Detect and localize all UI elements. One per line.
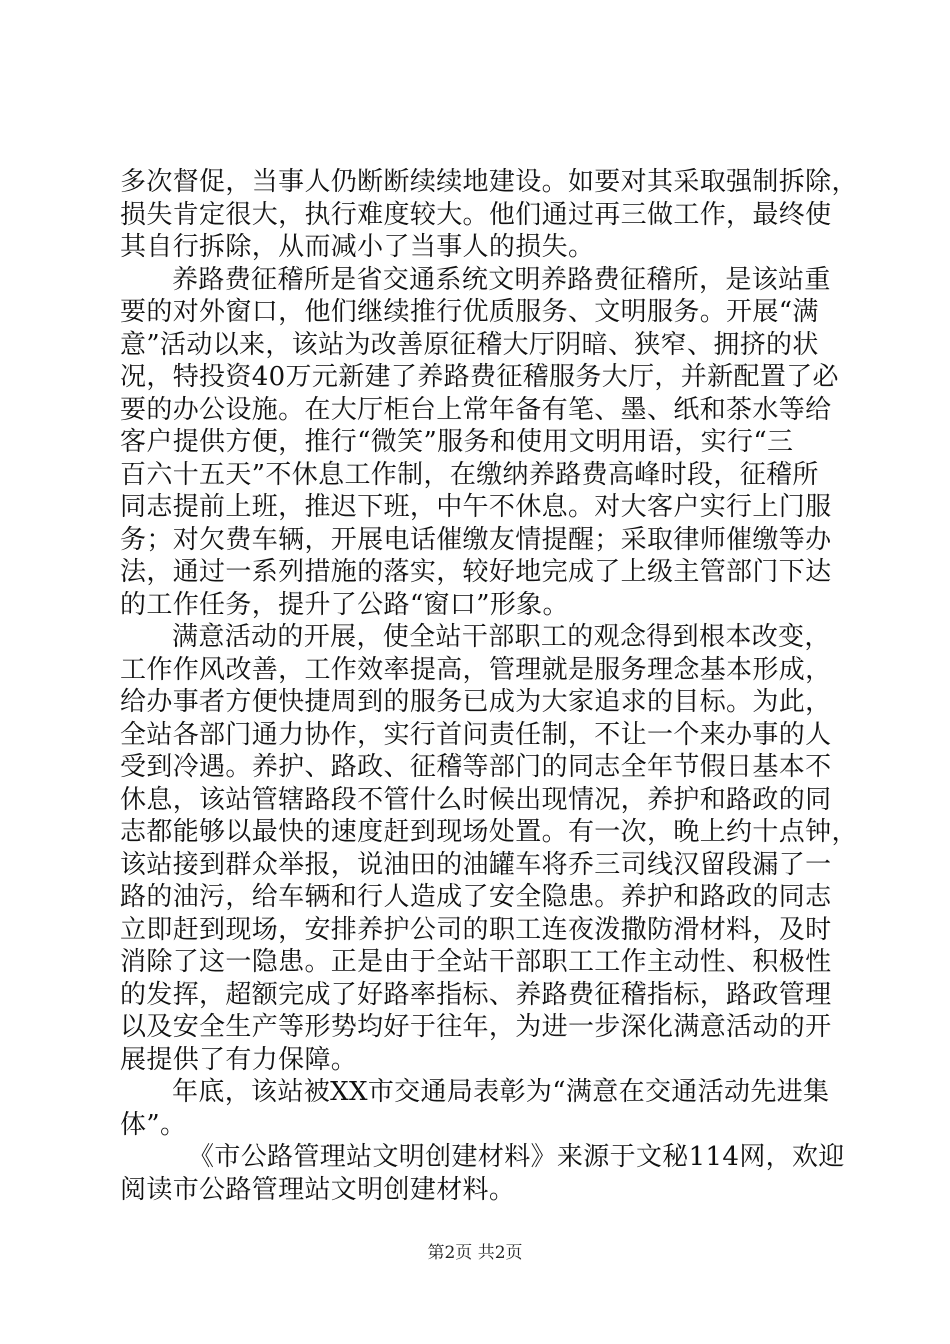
- text-line: 年底，该站被XX市交通局表彰为“满意在交通活动先进集: [172, 1077, 830, 1107]
- text-line: 务；对欠费车辆，开展电话催缴友情提醒；采取律师催缴等办: [120, 524, 832, 555]
- text-line: 以及安全生产等形势均好于往年，为进一步深化满意活动的开: [120, 1012, 832, 1042]
- text-line: 的发挥，超额完成了好路率指标、养路费征稽指标，路政管理: [120, 979, 832, 1010]
- text-line: 意”活动以来，该站为改善原征稽大厅阴暗、狭窄、拥挤的状: [120, 329, 819, 360]
- text-line: 多次督促，当事人仍断断续续地建设。如要对其采取强制拆除，: [120, 167, 858, 197]
- text-line: 其自行拆除，从而减小了当事人的损失。: [120, 232, 595, 262]
- page-number-footer: 第2页 共2页: [427, 1243, 523, 1263]
- text-line: 要的办公设施。在大厅柜台上常年备有笔、墨、纸和茶水等给: [120, 394, 832, 425]
- text-line: 消除了这一隐患。正是由于全站干部职工工作主动性、积极性: [120, 947, 832, 977]
- text-line: 同志提前上班，推迟下班，中午不休息。对大客户实行上门服: [120, 492, 832, 522]
- text-line: 《市公路管理站文明创建材料》来源于文秘114网，欢迎: [188, 1142, 845, 1172]
- text-line: 立即赶到现场，安排养护公司的职工连夜泼撒防滑材料，及时: [120, 914, 832, 945]
- text-line: 百六十五天”不休息工作制，在缴纳养路费高峰时段，征稽所: [120, 459, 819, 490]
- text-line: 要的对外窗口，他们继续推行优质服务、文明服务。开展“满: [120, 297, 819, 327]
- text-line: 工作作风改善，工作效率提高，管理就是服务理念基本形成，: [120, 654, 832, 685]
- text-line: 损失肯定很大，执行难度较大。他们通过再三做工作，最终使: [120, 199, 832, 230]
- text-line: 养路费征稽所是省交通系统文明养路费征稽所，是该站重: [172, 264, 831, 295]
- text-line: 全站各部门通力协作，实行首问责任制，不让一个来办事的人: [120, 719, 832, 750]
- text-line: 休息，该站管辖路段不管什么时候出现情况，养护和路政的同: [120, 784, 832, 815]
- text-line: 展提供了有力保障。: [120, 1044, 358, 1075]
- text-line: 体”。: [120, 1109, 187, 1140]
- text-line: 客户提供方便，推行“微笑”服务和使用文明用语，实行“三: [120, 427, 794, 457]
- document-body: [120, 166, 858, 1206]
- text-line: 阅读市公路管理站文明创建材料。: [120, 1174, 516, 1205]
- text-line: 的工作任务，提升了公路“窗口”形象。: [120, 589, 569, 620]
- text-line: 况，特投资40万元新建了养路费征稽服务大厅，并新配置了必: [120, 362, 839, 392]
- text-line: 志都能够以最快的速度赶到现场处置。有一次，晚上约十点钟，: [120, 817, 858, 847]
- text-line: 受到冷遇。养护、路政、征稽等部门的同志全年节假日基本不: [120, 752, 832, 782]
- text-line: 满意活动的开展，使全站干部职工的观念得到根本改变，: [172, 622, 831, 652]
- text-line: 法，通过一系列措施的落实，较好地完成了上级主管部门下达: [120, 557, 832, 587]
- text-line: 该站接到群众举报，说油田的油罐车将乔三司线汉留段漏了一: [120, 849, 832, 880]
- text-line: 路的油污，给车辆和行人造成了安全隐患。养护和路政的同志: [120, 882, 832, 912]
- text-line: 给办事者方便快捷周到的服务已成为大家追求的目标。为此，: [120, 687, 832, 717]
